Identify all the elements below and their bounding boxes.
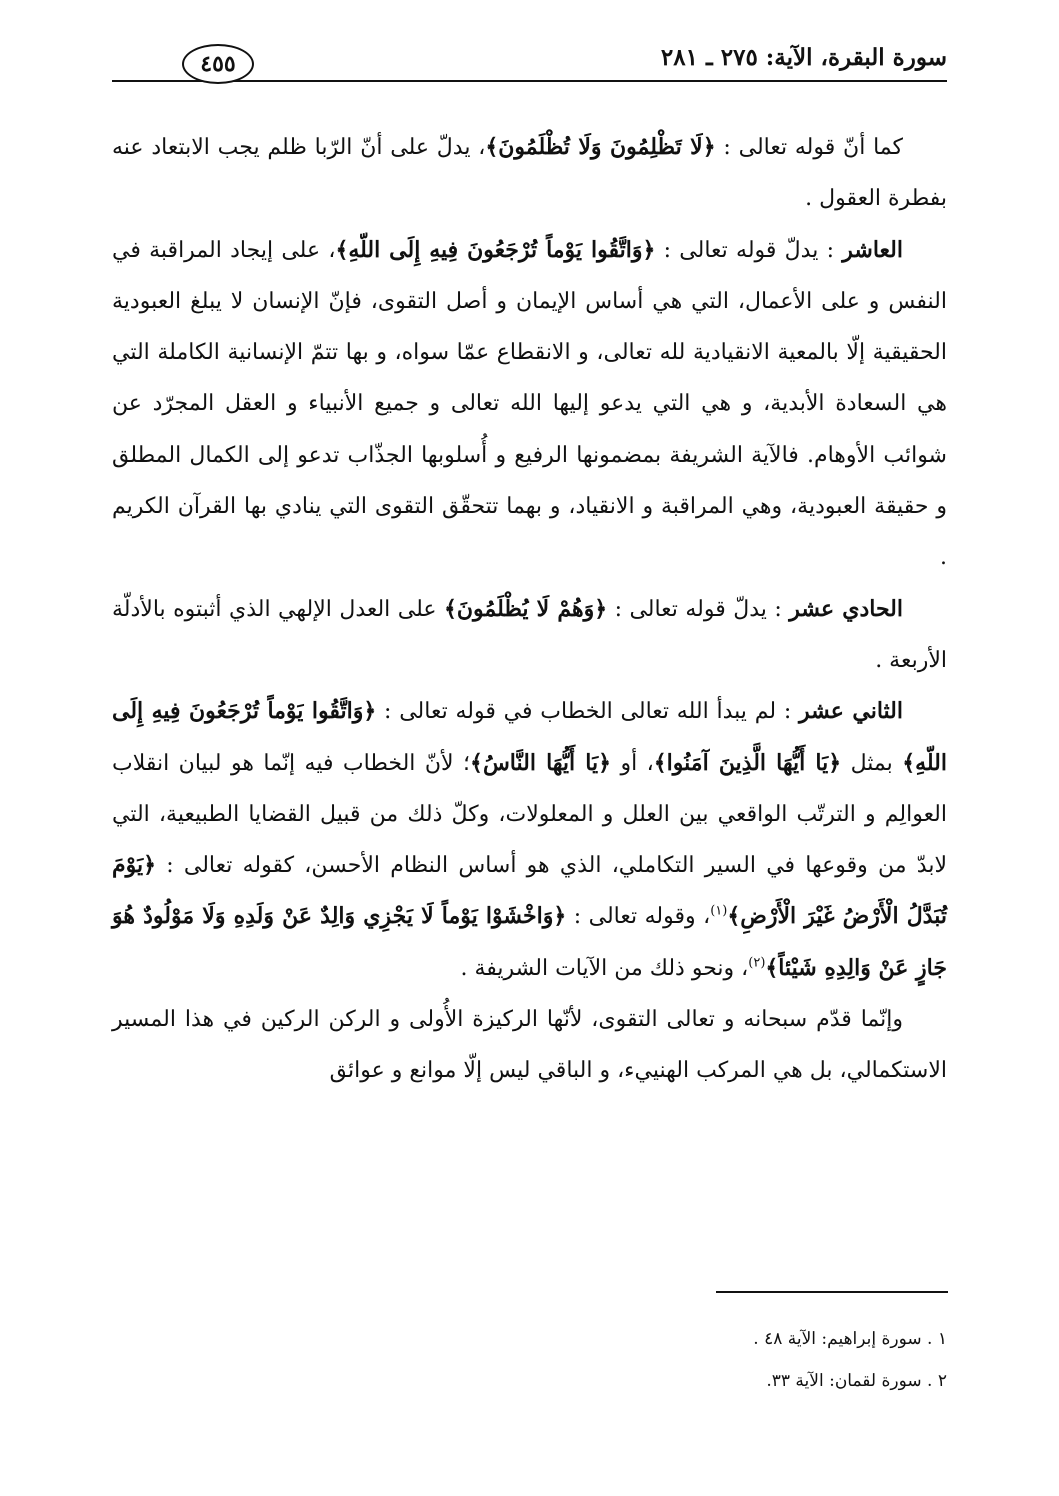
point-heading: الحادي عشر (789, 595, 903, 622)
paragraph-1 (112, 122, 947, 225)
text: كما أنّ قوله تعالى : (715, 135, 903, 160)
text: ، ونحو ذلك من الآيات الشريفة . (460, 955, 749, 981)
paragraph-3 (112, 584, 947, 687)
text: ؛ لأنّ الخطاب فيه إنّما هو لبيان انقلاب العوالِم و الترتّب الواقعي بين العلل و المعلولات، وكلّ ذلك من قبيل القضايا الطبيعية، التي لابدّ من وقوعها في السير التكاملي، الذي هو أساس النظام الأحسن، كقوله تعالى : (112, 750, 947, 879)
page-number: ٤٥٥ (182, 44, 254, 84)
text: على العدل الإلهي الذي أثبتوه بالأدلّة الأربعة . (112, 596, 947, 673)
footnote-2: ٢ . سورة لقمان: الآية ٣٣. (766, 1371, 947, 1391)
point-heading: العاشر (842, 236, 903, 263)
paragraph-2 (112, 225, 947, 584)
text: وإنّما قدّم سبحانه و تعالى التقوى، لأنّها الركيزة الأُولى و الركن الركين في هذا المسير الاستكمالي، بل هي المركب الهنييء، و الباقي ليس إلّا موانع و عوائق (112, 1007, 947, 1084)
paragraph-5 (112, 994, 947, 1097)
text: : لم يبدأ الله تعالى الخطاب في قوله تعالى : (376, 699, 800, 725)
footnotes (112, 1318, 947, 1402)
quran-verse: ﴿لَا تَظْلِمُونَ وَلَا تُظْلَمُونَ﴾ (485, 134, 716, 160)
text: : يدلّ قوله تعالى : (655, 237, 843, 263)
text: ، أو (611, 750, 654, 776)
point-heading: الثاني عشر (799, 698, 903, 725)
quran-verse: ﴿وَاخْشَوْا يَوْماً لَا يَجْزِي وَالِدٌ عَنْ وَلَدِهِ وَلَا مَوْلُودٌ هُوَ جَازٍ عَنْ وَالِدِهِ شَيْئاً﴾ (112, 903, 947, 981)
text: ، على إيجاد المراقبة في النفس و على الأعمال، التي هي أساس الإيمان و أصل التقوى، فإنّ الإنسان لا يبلغ العبودية الحقيقية إلّا بالمعية الانقيادية لله تعالى، و الانقطاع عمّا سواه، و بها تتمّ الإنسانية الكاملة التي هي السعادة الأبدية، و هي التي يدعو إليها الله تعالى و جميع الأنبياء و العقل المجرّد عن شوائب الأوهام. فالآية الشريفة بمضمونها الرفيع و أُسلوبها الجذّاب تدعو إلى الكمال المطلق و حقيقة العبودية، وهي المراقبة و الانقياد، و بهما تتحقّق التقوى التي ينادي بها القرآن الكريم . (112, 237, 947, 571)
footnote-ref-2[interactable]: (٢) (748, 955, 766, 971)
footnote-rule (716, 1291, 948, 1293)
running-title: سورة البقرة، الآية: ٢٧٥ ـ ٢٨١ (660, 44, 947, 71)
quran-verse: ﴿وَاتَّقُوا يَوْماً تُرْجَعُونَ فِيهِ إِلَى اللّهِ﴾ (335, 236, 656, 263)
text: : يدلّ قوله تعالى : (607, 596, 790, 622)
quran-verse: ﴿يَا أَيُّهَا الَّذِينَ آمَنُوا﴾ (653, 749, 842, 776)
quran-verse: ﴿يَا أَيُّهَا النَّاسُ﴾ (470, 749, 612, 776)
quran-verse: ﴿يَوْمَ تُبَدَّلُ الْأَرْضُ غَيْرَ الْأَرْضِ﴾ (112, 852, 947, 930)
text: ، يدلّ على أنّ الرّبا ظلم يجب الابتعاد عنه بفطرة العقول . (112, 135, 947, 212)
main-text (112, 122, 947, 1097)
footnote-1: ١ . سورة إبراهيم: الآية ٤٨ . (753, 1329, 947, 1349)
text: بمثل (841, 750, 903, 776)
quran-verse: ﴿وَاتَّقُوا يَوْماً تُرْجَعُونَ فِيهِ إِلَى اللّهِ﴾ (112, 698, 947, 776)
quran-verse: ﴿وَهُمْ لَا يُظْلَمُونَ﴾ (443, 595, 608, 622)
text: ، وقوله تعالى : (566, 904, 711, 930)
paragraph-4 (112, 686, 947, 994)
footnote-ref-1[interactable]: (١) (710, 904, 728, 920)
